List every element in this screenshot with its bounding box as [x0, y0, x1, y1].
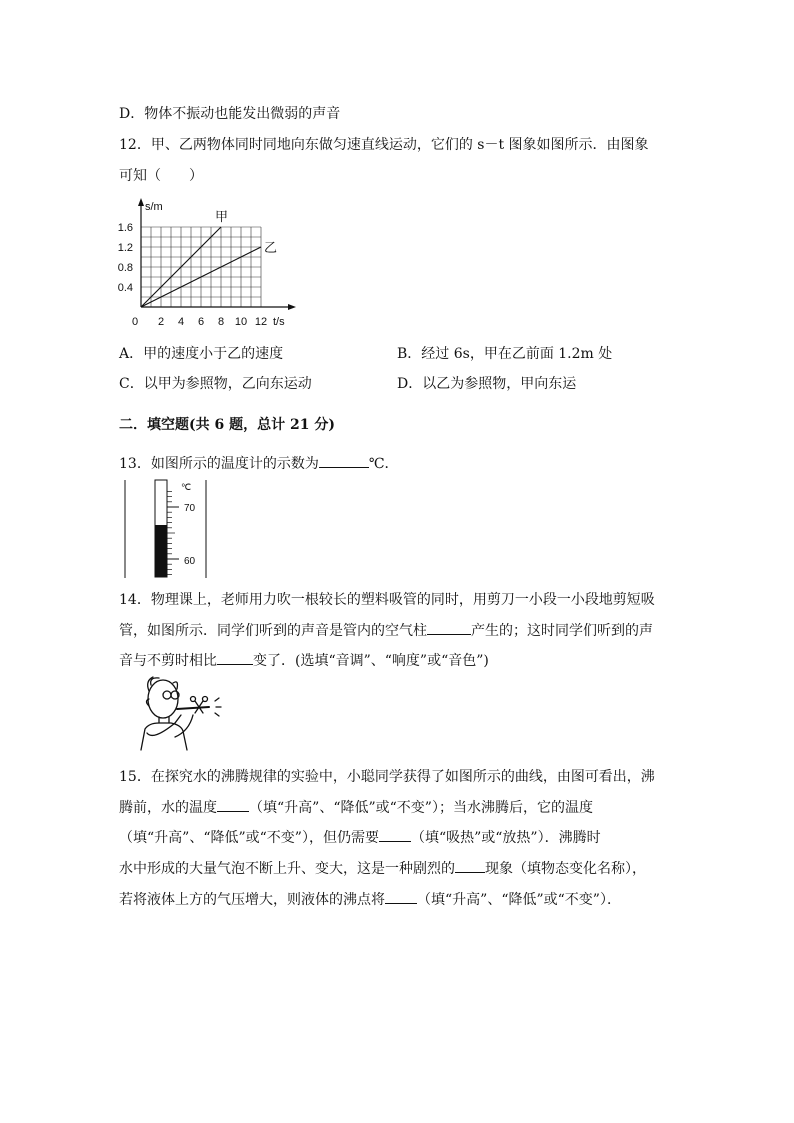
x-tick-label: 0 [131, 316, 139, 328]
q12-st-graph [112, 196, 312, 336]
x-tick-label: 6 [197, 316, 205, 328]
thermometer-figure [122, 479, 212, 579]
q12-stem-line1: 12．甲、乙两物体同时同地向东做匀速直线运动，它们的 s－t 图象如图所示．由图象 [119, 137, 649, 153]
q14-line1: 14．物理课上，老师用力吹一根较长的塑料吸管的同时，用剪刀一小段一小段地剪短吸 [119, 592, 655, 608]
q12-option-b: B．经过 6s，甲在乙前面 1.2m 处 [397, 346, 613, 362]
q11-option-d: D．物体不振动也能发出微弱的声音 [119, 106, 341, 122]
thermometer-label-60: 60 [184, 556, 196, 567]
q12-option-c: C．以甲为参照物，乙向东运动 [119, 376, 312, 392]
q14-line2 [119, 620, 653, 640]
q12-option-d: D．以乙为参照物，甲向东运 [397, 376, 577, 392]
section2-title: 二．填空题(共 6 题，总计 21 分) [119, 417, 335, 433]
q13-text-after: ℃． [368, 456, 399, 472]
q15-line2 [119, 797, 593, 817]
x-tick-label: 8 [217, 316, 225, 328]
q15-line5-a: 若将液体上方的气压增大，则液体的沸点将 [119, 892, 385, 908]
q15-line4-a: 水中形成的大量气泡不断上升、变大，这是一种剧烈的 [119, 861, 455, 877]
q14-line2-b: 产生的；这时同学们听到的声 [471, 623, 653, 639]
q12-option-a: A．甲的速度小于乙的速度 [119, 346, 284, 362]
q15-line3 [119, 827, 601, 847]
q14-line2-a: 管，如图所示．同学们听到的声音是管内的空气柱 [119, 623, 427, 639]
x-axis-label: t/s [273, 316, 285, 328]
thermometer-label-70: 70 [184, 503, 196, 514]
line-yi-label: 乙 [264, 240, 278, 255]
x-tick-label: 4 [177, 316, 185, 328]
q12-stem-line2: 可知（ ） [119, 168, 203, 184]
q13-text-before: 13．如图所示的温度计的示数为 [119, 456, 319, 472]
sound-lines [215, 698, 221, 716]
q15-line4 [119, 858, 646, 878]
q15-line5 [119, 889, 621, 909]
q13-answer-blank[interactable] [319, 453, 369, 468]
teacher-straw-illustration [123, 671, 233, 751]
q15-blank-3[interactable] [455, 858, 485, 873]
q14-line3-a: 音与不剪时相比 [119, 653, 217, 669]
mercury-column [155, 525, 167, 577]
thermometer-scale [167, 491, 179, 574]
q15-line3-a: （填“升高”、“降低”或“不变”），但仍需要 [119, 830, 379, 846]
thermometer-unit: ℃ [181, 482, 192, 492]
q14-blank-2[interactable] [217, 650, 253, 665]
y-tick-label: 0.4 [117, 282, 133, 294]
q15-line5-b: （填“升高”、“降低”或“不变”）． [417, 892, 621, 908]
x-tick-label: 10 [234, 316, 248, 328]
x-axis-arrow [288, 304, 296, 310]
q14-line3 [119, 650, 489, 670]
y-tick-label: 0.8 [117, 262, 133, 274]
q15-blank-2[interactable] [379, 827, 411, 842]
y-tick-label: 1.6 [117, 222, 133, 234]
q15-line1: 15．在探究水的沸腾规律的实验中，小聪同学获得了如图所示的曲线，由图可看出，沸 [119, 769, 655, 785]
line-jia-label: 甲 [215, 209, 229, 224]
graph-grid [141, 227, 261, 307]
straw [177, 707, 209, 709]
q15-line2-b: （填“升高”、“降低”或“不变”）；当水沸腾后，它的温度 [249, 800, 593, 816]
x-tick-label: 12 [254, 316, 268, 328]
q15-blank-1[interactable] [217, 797, 249, 812]
q14-line3-b: 变了．(选填“音调”、“响度”或“音色”) [253, 653, 489, 669]
q15-line3-b: （填“吸热”或“放热”）．沸腾时 [410, 830, 601, 846]
q15-blank-4[interactable] [385, 889, 417, 904]
q15-line2-a: 腾前，水的温度 [119, 800, 217, 816]
y-axis-arrow [138, 198, 144, 206]
q14-blank-1[interactable] [427, 620, 471, 635]
y-tick-label: 1.2 [117, 242, 133, 254]
q13-stem [119, 453, 399, 473]
y-axis-label: s/m [145, 201, 163, 213]
body [141, 723, 187, 750]
q15-line4-b: 现象（填物态变化名称）， [485, 861, 646, 877]
x-tick-label: 2 [157, 316, 165, 328]
